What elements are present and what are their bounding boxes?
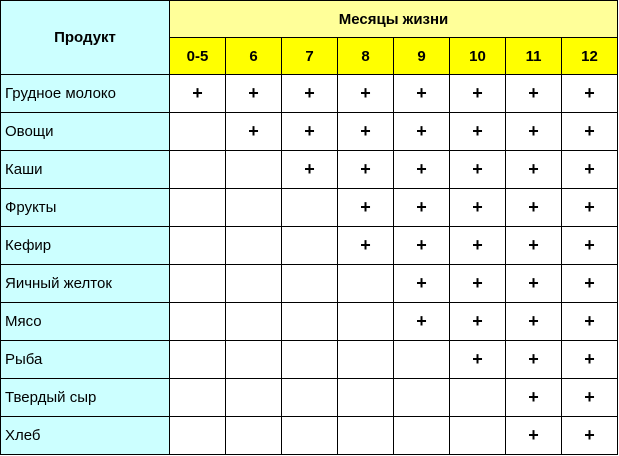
table-row	[1, 151, 618, 189]
table-cell: +	[506, 303, 562, 341]
product-name: Каши	[1, 151, 170, 189]
table-cell	[282, 341, 338, 379]
product-name: Хлеб	[1, 417, 170, 455]
table-cell: +	[450, 303, 506, 341]
table-cell	[226, 379, 282, 417]
table-cell: +	[394, 151, 450, 189]
month-header: 12	[562, 38, 618, 75]
table-cell: +	[338, 189, 394, 227]
product-header: Продукт	[1, 1, 170, 75]
month-header: 11	[506, 38, 562, 75]
table-cell: +	[562, 227, 618, 265]
table-cell	[338, 417, 394, 455]
table-cell: +	[506, 75, 562, 113]
table-cell	[170, 303, 226, 341]
table-cell	[282, 227, 338, 265]
table-cell	[170, 151, 226, 189]
product-name: Яичный желток	[1, 265, 170, 303]
table-cell: +	[394, 227, 450, 265]
table-cell: +	[282, 75, 338, 113]
month-header: 9	[394, 38, 450, 75]
table-cell	[226, 227, 282, 265]
table-cell: +	[562, 75, 618, 113]
table-row	[1, 189, 618, 227]
table-row	[1, 113, 618, 151]
table-cell	[394, 379, 450, 417]
table-cell	[170, 417, 226, 455]
table-cell	[282, 189, 338, 227]
table-cell	[226, 265, 282, 303]
table-cell: +	[338, 227, 394, 265]
table-cell	[338, 265, 394, 303]
table-cell	[394, 417, 450, 455]
product-name: Кефир	[1, 227, 170, 265]
table-cell	[450, 379, 506, 417]
product-name: Мясо	[1, 303, 170, 341]
product-name: Овощи	[1, 113, 170, 151]
table-cell: +	[282, 151, 338, 189]
table-cell: +	[506, 341, 562, 379]
table-cell: +	[506, 151, 562, 189]
table-cell: +	[450, 151, 506, 189]
table-cell: +	[562, 151, 618, 189]
table-row	[1, 417, 618, 455]
months-header: Месяцы жизни	[170, 1, 618, 38]
table-cell: +	[338, 113, 394, 151]
table-cell: +	[450, 189, 506, 227]
table-row	[1, 265, 618, 303]
table-cell	[170, 379, 226, 417]
product-name: Рыба	[1, 341, 170, 379]
table-cell	[282, 379, 338, 417]
table-cell	[338, 379, 394, 417]
table-cell	[226, 151, 282, 189]
table-cell: +	[338, 75, 394, 113]
month-header: 7	[282, 38, 338, 75]
month-header: 8	[338, 38, 394, 75]
table-cell	[170, 189, 226, 227]
table-cell: +	[562, 113, 618, 151]
table-cell	[226, 303, 282, 341]
table-cell: +	[450, 341, 506, 379]
table-cell: +	[170, 75, 226, 113]
table-cell: +	[562, 341, 618, 379]
product-name: Фрукты	[1, 189, 170, 227]
table-cell	[170, 227, 226, 265]
table-cell: +	[450, 75, 506, 113]
table-cell: +	[506, 189, 562, 227]
table-cell: +	[506, 379, 562, 417]
table-cell: +	[562, 303, 618, 341]
table-row	[1, 303, 618, 341]
table-cell: +	[450, 113, 506, 151]
product-name: Грудное молоко	[1, 75, 170, 113]
table-cell	[226, 341, 282, 379]
table-cell: +	[394, 113, 450, 151]
table-cell: +	[562, 417, 618, 455]
table-cell	[226, 189, 282, 227]
table-cell: +	[506, 113, 562, 151]
table-cell	[282, 265, 338, 303]
table-row	[1, 227, 618, 265]
table-cell: +	[450, 227, 506, 265]
table-cell: +	[338, 151, 394, 189]
table-cell: +	[394, 75, 450, 113]
table-cell	[338, 303, 394, 341]
table-cell: +	[394, 265, 450, 303]
table-cell	[170, 113, 226, 151]
table-cell: +	[394, 189, 450, 227]
table-cell	[170, 341, 226, 379]
month-header: 6	[226, 38, 282, 75]
table-cell	[450, 417, 506, 455]
table-cell	[338, 341, 394, 379]
table-cell: +	[506, 417, 562, 455]
product-name: Твердый сыр	[1, 379, 170, 417]
table-cell	[282, 303, 338, 341]
table-cell	[226, 417, 282, 455]
month-header: 10	[450, 38, 506, 75]
table-cell	[282, 417, 338, 455]
month-header: 0-5	[170, 38, 226, 75]
table-cell: +	[226, 75, 282, 113]
table-cell: +	[450, 265, 506, 303]
table-cell: +	[562, 189, 618, 227]
table-cell: +	[562, 379, 618, 417]
table-cell: +	[506, 265, 562, 303]
table-cell: +	[506, 227, 562, 265]
table-row	[1, 75, 618, 113]
table-body	[1, 75, 618, 455]
table-cell	[394, 341, 450, 379]
table-cell	[170, 265, 226, 303]
table-cell: +	[226, 113, 282, 151]
table-cell: +	[394, 303, 450, 341]
table-row	[1, 341, 618, 379]
table-cell: +	[562, 265, 618, 303]
table-cell: +	[282, 113, 338, 151]
table-row	[1, 379, 618, 417]
